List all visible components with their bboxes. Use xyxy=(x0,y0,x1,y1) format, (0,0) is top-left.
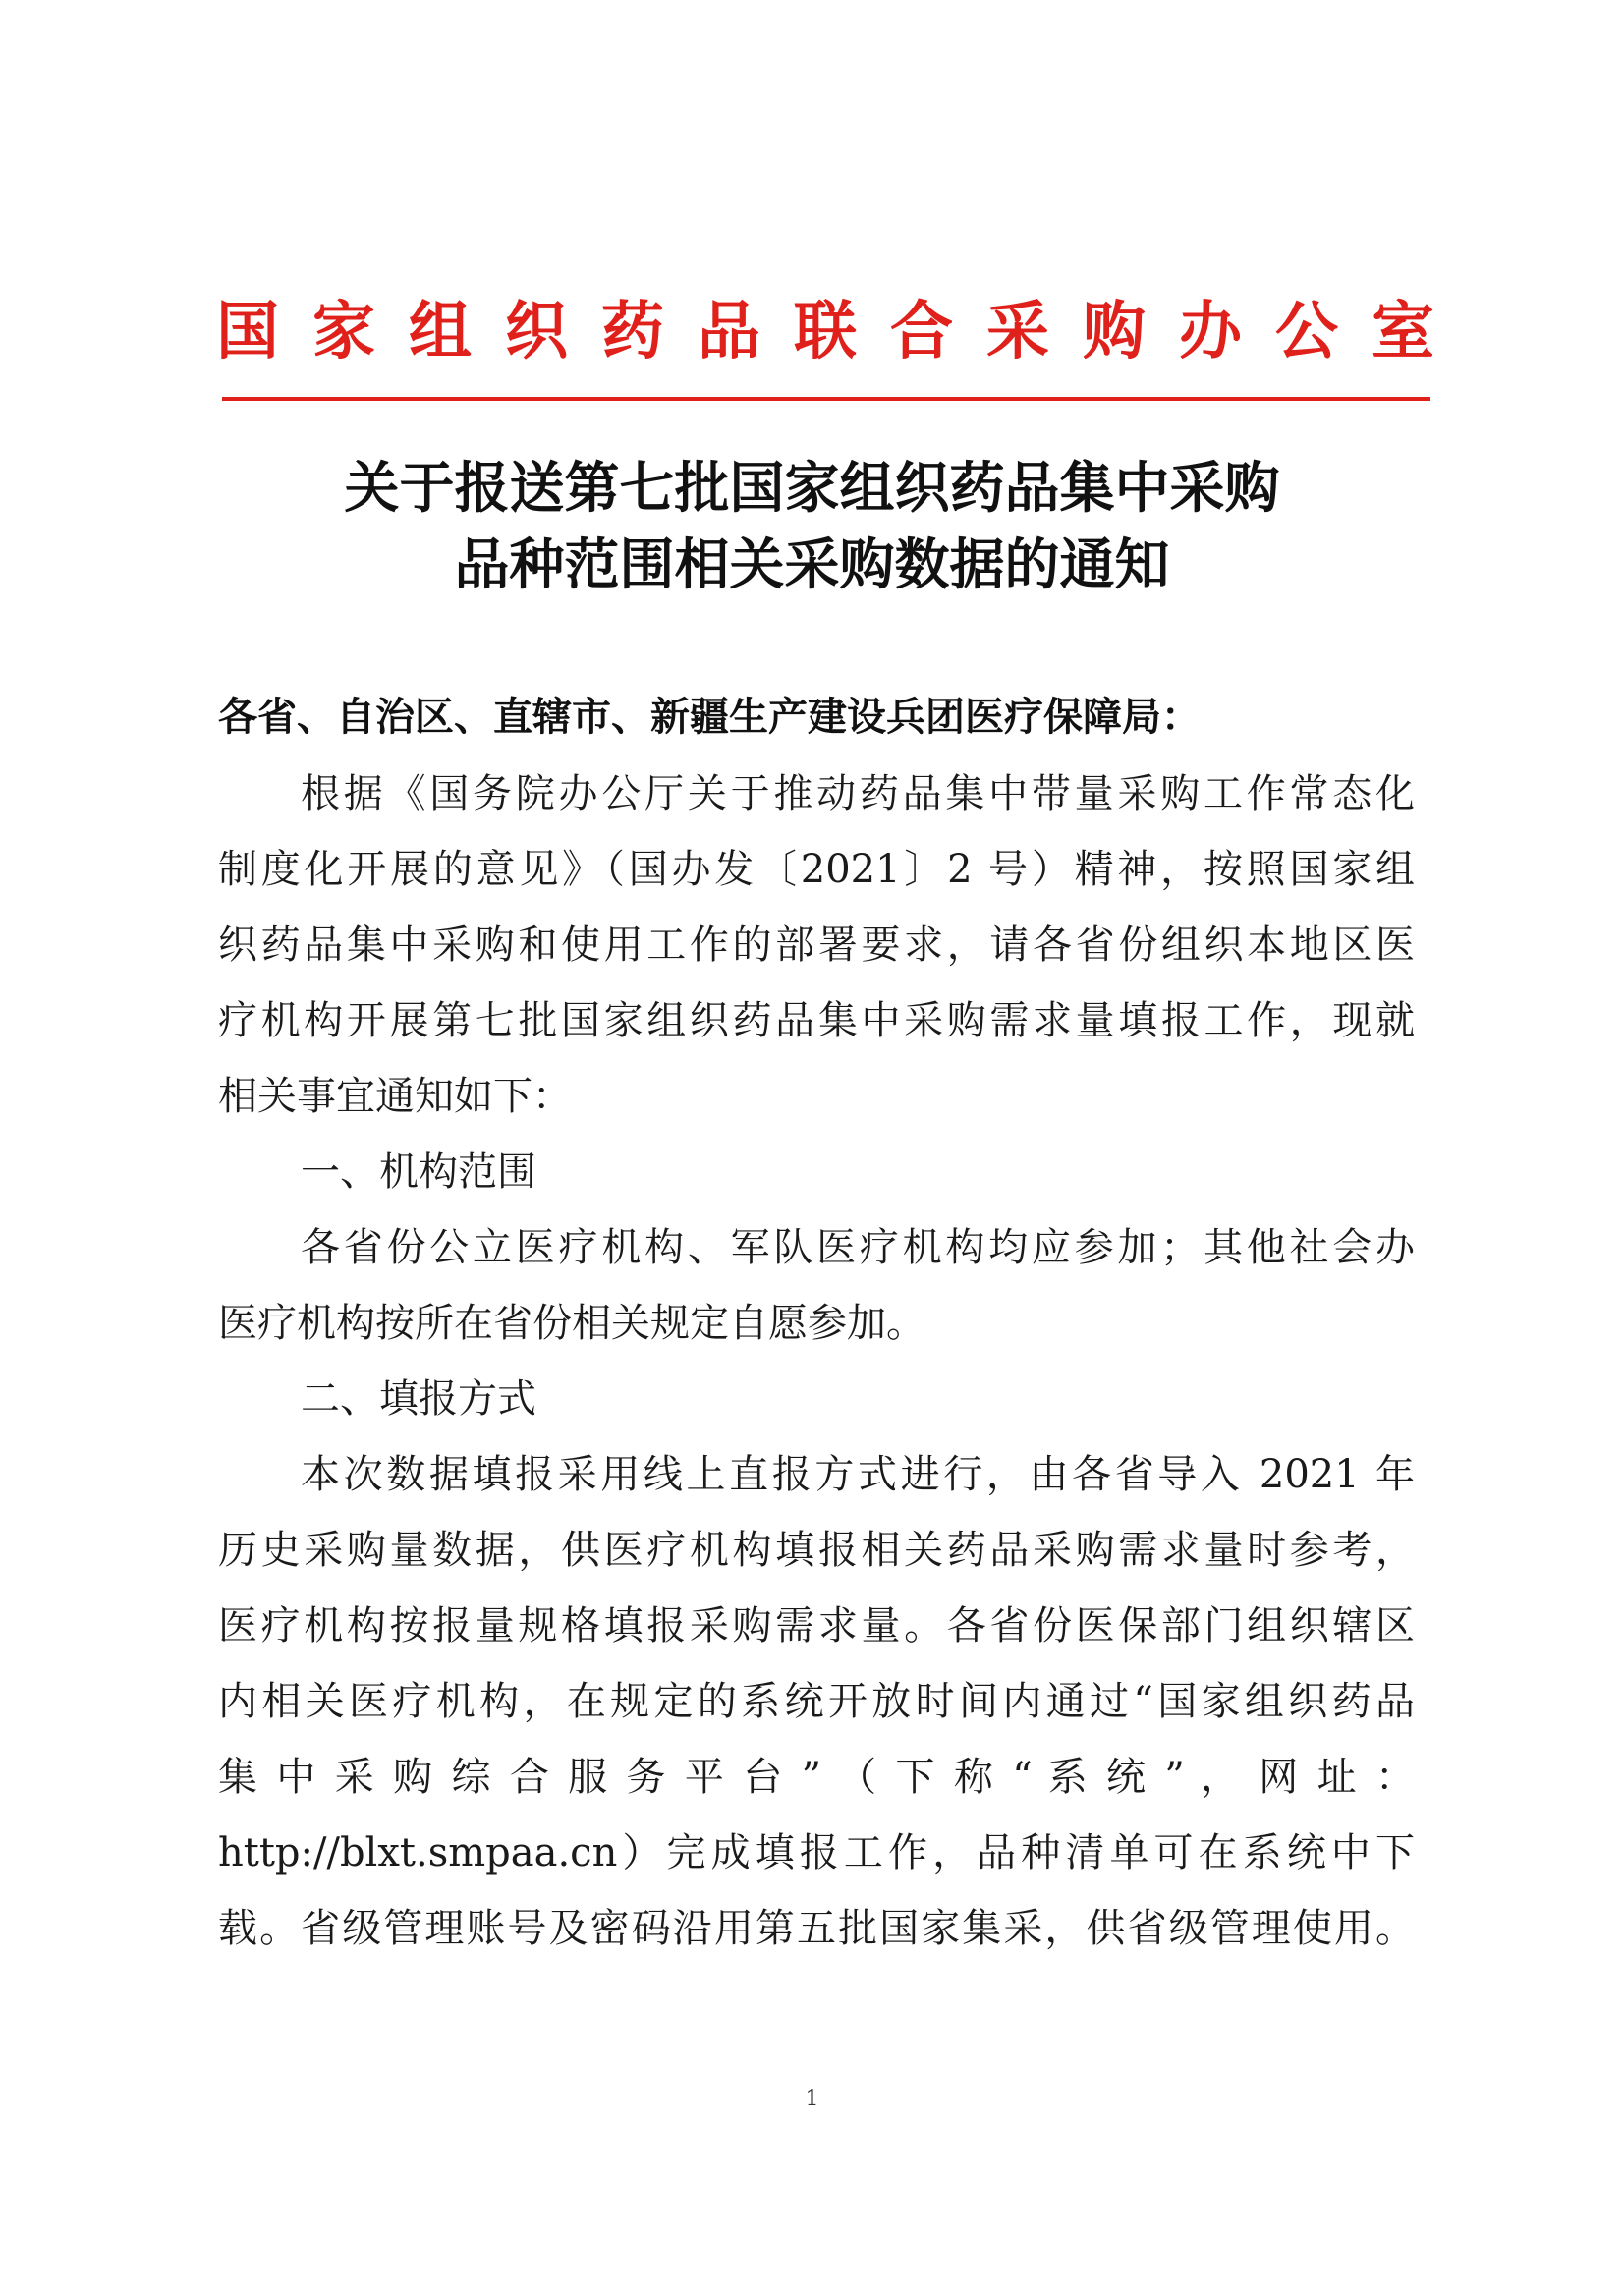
section-2-line-1: 本次数据填报采用线上直报方式进行，由各省导入 2021 年 xyxy=(301,1452,1415,1497)
page-number: 1 xyxy=(805,2087,819,2111)
addressee: 各省、自治区、直辖市、新疆生产建设兵团医疗保障局： xyxy=(218,695,1201,740)
intro-line-5: 相关事宜通知如下： xyxy=(218,1074,572,1119)
section-1-line-1: 各省份公立医疗机构、军队医疗机构均应参加；其他社会办 xyxy=(301,1225,1415,1270)
section-2-line-4: 内相关医疗机构，在规定的系统开放时间内通过“国家组织药品 xyxy=(218,1679,1415,1724)
letterhead-red-rule xyxy=(222,397,1430,401)
section-2-line-3: 医疗机构按报量规格填报采购需求量。各省份医保部门组织辖区 xyxy=(218,1603,1415,1649)
intro-line-2: 制度化开展的意见》（国办发〔2021〕2 号）精神，按照国家组 xyxy=(218,847,1415,892)
section-2-line-2: 历史采购量数据，供医疗机构填报相关药品采购需求量时参考， xyxy=(218,1528,1415,1573)
section-2-heading: 二、填报方式 xyxy=(301,1376,536,1422)
intro-line-4: 疗机构开展第七批国家组织药品集中采购需求量填报工作，现就 xyxy=(218,998,1415,1043)
section-1-line-2: 医疗机构按所在省份相关规定自愿参加。 xyxy=(218,1301,925,1346)
intro-line-1: 根据《国务院办公厅关于推动药品集中带量采购工作常态化 xyxy=(301,771,1415,816)
section-2-line-6: http://blxt.smpaa.cn）完成填报工作，品种清单可在系统中下 xyxy=(218,1830,1415,1875)
section-2-line-5: 集 中 采 购 综 合 服 务 平 台 ” （ 下 称 “ 系 统 ” ， 网 址 ： xyxy=(218,1755,1415,1800)
section-2-line-7: 载。省级管理账号及密码沿用第五批国家集采，供省级管理使用。 xyxy=(218,1906,1415,1951)
document-title-line-2: 品种范围相关采购数据的通知 xyxy=(454,532,1170,597)
intro-line-3: 织药品集中采购和使用工作的部署要求，请各省份组织本地区医 xyxy=(218,923,1415,968)
document-title-line-1: 关于报送第七批国家组织药品集中采购 xyxy=(344,456,1280,521)
section-1-heading: 一、机构范围 xyxy=(301,1149,536,1195)
letterhead-org-name: 国 家 组 织 药 品 联 合 采 购 办 公 室 xyxy=(216,296,1434,368)
